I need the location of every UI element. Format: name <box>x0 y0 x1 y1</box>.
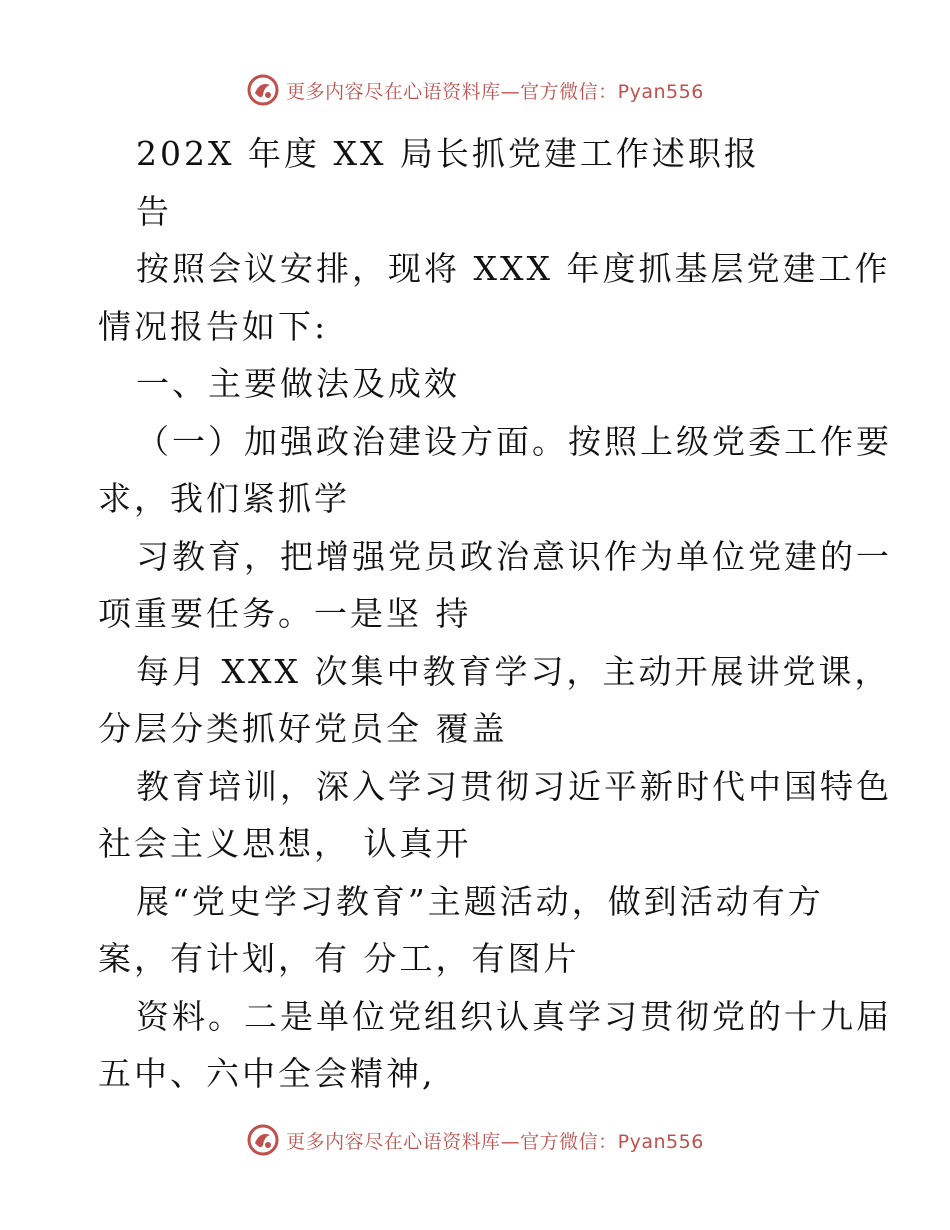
document-title-line-1: 202X 年度 XX 局长抓党建工作述职报 <box>136 134 760 173</box>
paragraph-line: 情况报告如下: <box>98 306 329 346</box>
document-title-line-2: 告 <box>136 191 172 231</box>
paragraph-line: 教育培训，深入学习贯彻习近平新时代中国特色 <box>136 766 892 806</box>
paragraph-line: 五中、六中全会精神, <box>98 1054 436 1093</box>
footer-banner-text: 更多内容尽在心语资料库—官方微信：Pyan556 <box>286 1130 704 1153</box>
paragraph-line: 求，我们紧抓学 <box>98 479 350 518</box>
header-banner-content <box>246 73 704 107</box>
paragraph-line: 分层分类抓好党员全 覆盖 <box>98 709 508 748</box>
paragraph-line: 展“党史学习教育”主题活动，做到活动有方 <box>136 881 824 921</box>
paragraph-line: 按照会议安排，现将 XXX 年度抓基层党建工作 <box>136 249 891 288</box>
footer-banner <box>0 1120 950 1160</box>
paragraph-line: 习教育，把增强党员政治意识作为单位党建的一 <box>136 536 892 576</box>
header-banner-text: 更多内容尽在心语资料库—官方微信：Pyan556 <box>286 80 704 103</box>
section-heading: 一、主要做法及成效 <box>136 364 460 403</box>
footer-banner-content <box>246 1123 704 1157</box>
swirl-logo-icon <box>246 73 280 107</box>
paragraph-line: 项重要任务。一是坚 持 <box>98 594 472 633</box>
paragraph-line: 资料。二是单位党组织认真学习贯彻党的十九届 <box>136 996 892 1036</box>
paragraph-line: 每月 XXX 次集中教育学习，主动开展讲党课， <box>136 651 891 691</box>
paragraph-line: 案，有计划，有 分工，有图片 <box>98 939 580 978</box>
paragraph-line: （一）加强政治建设方面。按照上级党委工作要 <box>136 421 892 461</box>
paragraph-line: 社会主义思想， 认真开 <box>98 824 472 863</box>
header-banner <box>0 70 950 110</box>
document-body <box>98 125 892 1103</box>
swirl-logo-icon <box>246 1123 280 1157</box>
